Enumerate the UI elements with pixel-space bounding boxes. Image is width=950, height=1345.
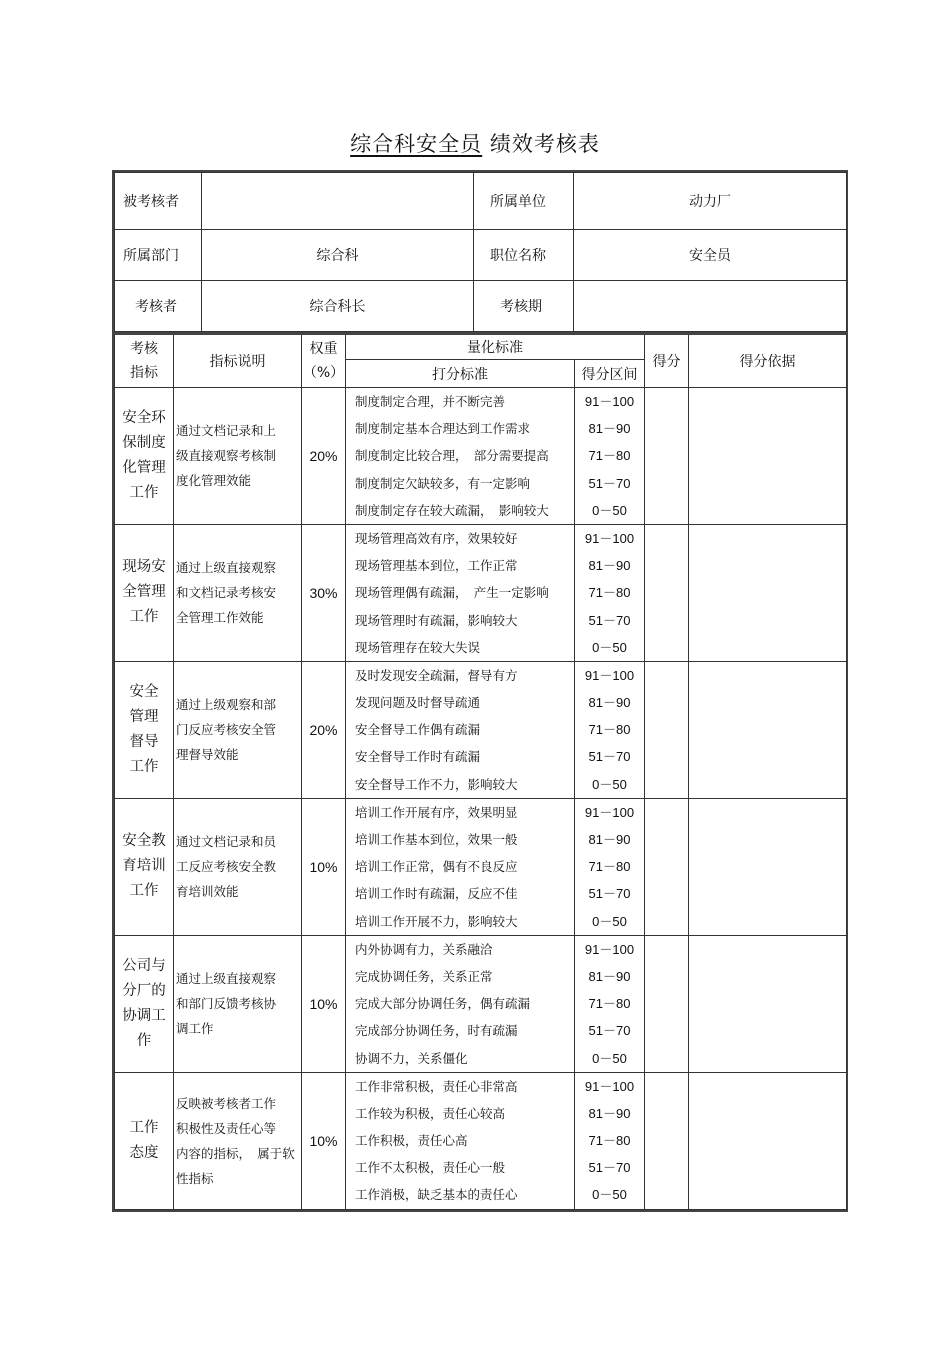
range-item: 81－90: [588, 695, 631, 711]
indicator-rows: [115, 388, 847, 1210]
range-list: [575, 935, 645, 1072]
examinee-value[interactable]: [202, 173, 474, 230]
range-item: 71－80: [588, 722, 631, 738]
range-item: 71－80: [588, 585, 631, 601]
indicator-description: [174, 1072, 302, 1209]
range-item: 91－100: [584, 530, 635, 546]
range-item: 71－80: [588, 996, 631, 1012]
score-cell[interactable]: [645, 935, 689, 1072]
criteria-item: 现场管理高效有序，效果较好: [355, 530, 518, 546]
range-list: [575, 798, 645, 935]
header-indicator: [115, 334, 174, 388]
score-cell[interactable]: [645, 1072, 689, 1209]
basis-cell[interactable]: [689, 388, 847, 525]
indicator-weight: [302, 524, 346, 661]
score-cell[interactable]: [645, 798, 689, 935]
indicator-description: [174, 798, 302, 935]
criteria-item: 培训工作时有疏漏，反应不佳: [355, 886, 518, 902]
indicator-description-text: 通过文档记录和员 工反应考核安全教 育培训效能: [176, 834, 277, 900]
indicator-name: [115, 798, 174, 935]
indicator-name: [115, 388, 174, 525]
period-value[interactable]: [574, 281, 847, 332]
position-label: 职位名称: [474, 230, 574, 281]
criteria-item: 培训工作开展有序，效果明显: [355, 804, 518, 820]
indicator-weight: [302, 1072, 346, 1209]
header-criteria: 打分标准: [346, 360, 575, 388]
indicator-weight: [302, 661, 346, 798]
indicator-name-text: 安全环 保制度 化管理 工作: [122, 409, 166, 501]
info-row-3: [115, 281, 847, 332]
indicator-row: [115, 1072, 847, 1209]
range-item: 81－90: [588, 1105, 631, 1121]
indicator-weight-text: 20%: [309, 721, 338, 738]
basis-cell[interactable]: [689, 935, 847, 1072]
indicator-name-text: 公司与 分厂的 协调工 作: [122, 957, 166, 1049]
score-cell[interactable]: [645, 388, 689, 525]
criteria-item: 制度制定欠缺较多，有一定影响: [355, 475, 531, 491]
indicator-weight-text: 30%: [309, 584, 338, 601]
range-item: 91－100: [584, 1078, 635, 1094]
criteria-item: 培训工作基本到位，效果一般: [355, 832, 518, 847]
indicator-description: [174, 388, 302, 525]
criteria-item: 制度制定合理，并不断完善: [355, 394, 506, 409]
indicator-description-text: 通过上级直接观察 和部门反馈考核协 调工作: [176, 971, 277, 1037]
criteria-item: 完成部分协调任务，时有疏漏: [355, 1023, 518, 1039]
criteria-item: 工作非常积极，责任心非常高: [355, 1078, 518, 1094]
header-weight: [302, 334, 346, 388]
position-value[interactable]: 安全员: [574, 230, 847, 281]
range-item: 51－70: [588, 1160, 631, 1176]
indicator-row: [115, 524, 847, 661]
indicator-weight-text: 10%: [309, 1132, 338, 1149]
criteria-item: 培训工作正常，偶有不良反应: [355, 859, 518, 875]
header-basis: 得分依据: [689, 334, 847, 388]
header-quant: 量化标准: [346, 334, 645, 360]
info-row-1: [115, 173, 847, 230]
indicator-description-text: 反映被考核者工作 积极性及责任心等 内容的指标， 属于软 性指标: [176, 1095, 295, 1186]
criteria-item: 完成大部分协调任务，偶有疏漏: [355, 996, 531, 1012]
score-cell[interactable]: [645, 661, 689, 798]
range-item: 81－90: [588, 421, 631, 437]
criteria-item: 协调不力，关系僵化: [355, 1050, 468, 1066]
range-item: 81－90: [588, 832, 631, 847]
criteria-list: [346, 935, 575, 1072]
criteria-item: 培训工作开展不力，影响较大: [355, 913, 518, 929]
range-item: 91－100: [584, 667, 635, 683]
criteria-item: 完成协调任务，关系正常: [355, 968, 493, 984]
range-item: 91－100: [584, 394, 635, 409]
range-item: 71－80: [588, 1133, 631, 1149]
criteria-item: 安全督导工作偶有疏漏: [355, 722, 481, 738]
criteria-list: [346, 661, 575, 798]
range-item: 0－50: [592, 639, 627, 655]
range-item: 0－50: [592, 1187, 627, 1203]
unit-label: 所属单位: [474, 173, 574, 230]
range-item: 51－70: [588, 749, 631, 765]
header-weight-text: 权重 （%）: [302, 341, 345, 381]
range-item: 71－80: [588, 448, 631, 464]
range-list: [575, 388, 645, 525]
range-item: 91－100: [584, 804, 635, 820]
range-item: 51－70: [588, 475, 631, 491]
criteria-item: 发现问题及时督导疏通: [355, 695, 481, 711]
examinee-label: 被考核者: [115, 173, 202, 230]
unit-value[interactable]: 动力厂: [574, 173, 847, 230]
criteria-list: [346, 798, 575, 935]
indicator-name-text: 安全 管理 督导 工作: [129, 683, 159, 775]
indicator-description-text: 通过上级观察和部 门反应考核安全管 理督导效能: [176, 697, 277, 763]
range-list: [575, 1072, 645, 1209]
criteria-item: 工作积极，责任心高: [355, 1133, 468, 1149]
indicator-name: [115, 661, 174, 798]
range-item: 81－90: [588, 968, 631, 984]
indicator-name-text: 工作 态度: [129, 1119, 159, 1161]
range-item: 91－100: [584, 941, 635, 957]
header-description: 指标说明: [174, 334, 302, 388]
range-item: 51－70: [588, 1023, 631, 1039]
indicator-row: [115, 388, 847, 525]
score-cell[interactable]: [645, 524, 689, 661]
indicator-description: [174, 661, 302, 798]
examiner-value[interactable]: 综合科长: [202, 281, 474, 332]
criteria-item: 工作消极，缺乏基本的责任心: [355, 1187, 518, 1203]
indicator-weight-text: 10%: [309, 995, 338, 1012]
criteria-item: 及时发现安全疏漏，督导有方: [355, 667, 518, 683]
criteria-list: [346, 388, 575, 525]
header-row-1: [115, 334, 847, 360]
info-table: [114, 172, 847, 332]
indicator-weight-text: 20%: [309, 447, 338, 464]
criteria-list: [346, 1072, 575, 1209]
info-row-2: [115, 230, 847, 281]
criteria-item: 工作不太积极，责任心一般: [355, 1160, 506, 1176]
examiner-label: 考核者: [115, 281, 202, 332]
criteria-item: 现场管理基本到位，工作正常: [355, 558, 518, 574]
range-list: [575, 661, 645, 798]
range-item: 51－70: [588, 886, 631, 902]
range-item: 0－50: [592, 776, 627, 792]
range-item: 81－90: [588, 558, 631, 574]
criteria-item: 制度制定比较合理， 部分需要提高: [355, 448, 549, 464]
range-item: 0－50: [592, 1050, 627, 1066]
indicator-name: [115, 524, 174, 661]
title-main: 综合科安全员: [350, 132, 483, 156]
criteria-list: [346, 524, 575, 661]
header-range: 得分区间: [575, 360, 645, 388]
page-title: [0, 128, 950, 158]
range-item: 71－80: [588, 859, 631, 875]
criteria-item: 安全督导工作时有疏漏: [355, 749, 481, 765]
criteria-item: 现场管理存在较大失误: [355, 639, 481, 655]
indicator-weight: [302, 935, 346, 1072]
score-table: [114, 332, 847, 1210]
indicator-name-text: 现场安 全管理 工作: [122, 559, 166, 626]
criteria-item: 内外协调有力，关系融洽: [355, 941, 493, 957]
header-score: 得分: [645, 334, 689, 388]
indicator-row: [115, 935, 847, 1072]
range-item: 51－70: [588, 612, 631, 628]
dept-label: 所属部门: [115, 230, 202, 281]
indicator-weight: [302, 798, 346, 935]
criteria-item: 工作较为积极，责任心较高: [355, 1105, 506, 1121]
basis-cell[interactable]: [689, 1072, 847, 1209]
basis-cell[interactable]: [689, 524, 847, 661]
indicator-description: [174, 935, 302, 1072]
dept-value[interactable]: 综合科: [202, 230, 474, 281]
header-indicator-text: 考核 指标: [130, 341, 158, 381]
indicator-row: [115, 661, 847, 798]
range-item: 0－50: [592, 502, 627, 518]
indicator-row: [115, 798, 847, 935]
criteria-item: 制度制定存在较大疏漏， 影响较大: [355, 502, 549, 518]
indicator-description-text: 通过文档记录和上 级直接观察考核制 度化管理效能: [176, 423, 277, 489]
indicator-description-text: 通过上级直接观察 和文档记录考核安 全管理工作效能: [176, 560, 277, 626]
indicator-weight-text: 10%: [309, 858, 338, 875]
indicator-name: [115, 935, 174, 1072]
criteria-item: 制度制定基本合理达到工作需求: [355, 421, 531, 437]
basis-cell[interactable]: [689, 661, 847, 798]
indicator-name-text: 安全教 育培训 工作: [122, 833, 166, 900]
indicator-weight: [302, 388, 346, 525]
title-rest: 绩效考核表: [489, 132, 600, 156]
criteria-item: 安全督导工作不力，影响较大: [355, 776, 518, 792]
period-label: 考核期: [474, 281, 574, 332]
criteria-item: 现场管理时有疏漏，影响较大: [355, 612, 518, 628]
indicator-description: [174, 524, 302, 661]
range-list: [575, 524, 645, 661]
indicator-name: [115, 1072, 174, 1209]
basis-cell[interactable]: [689, 798, 847, 935]
appraisal-form: [112, 170, 848, 1212]
range-item: 0－50: [592, 913, 627, 929]
criteria-item: 现场管理偶有疏漏， 产生一定影响: [355, 585, 549, 601]
